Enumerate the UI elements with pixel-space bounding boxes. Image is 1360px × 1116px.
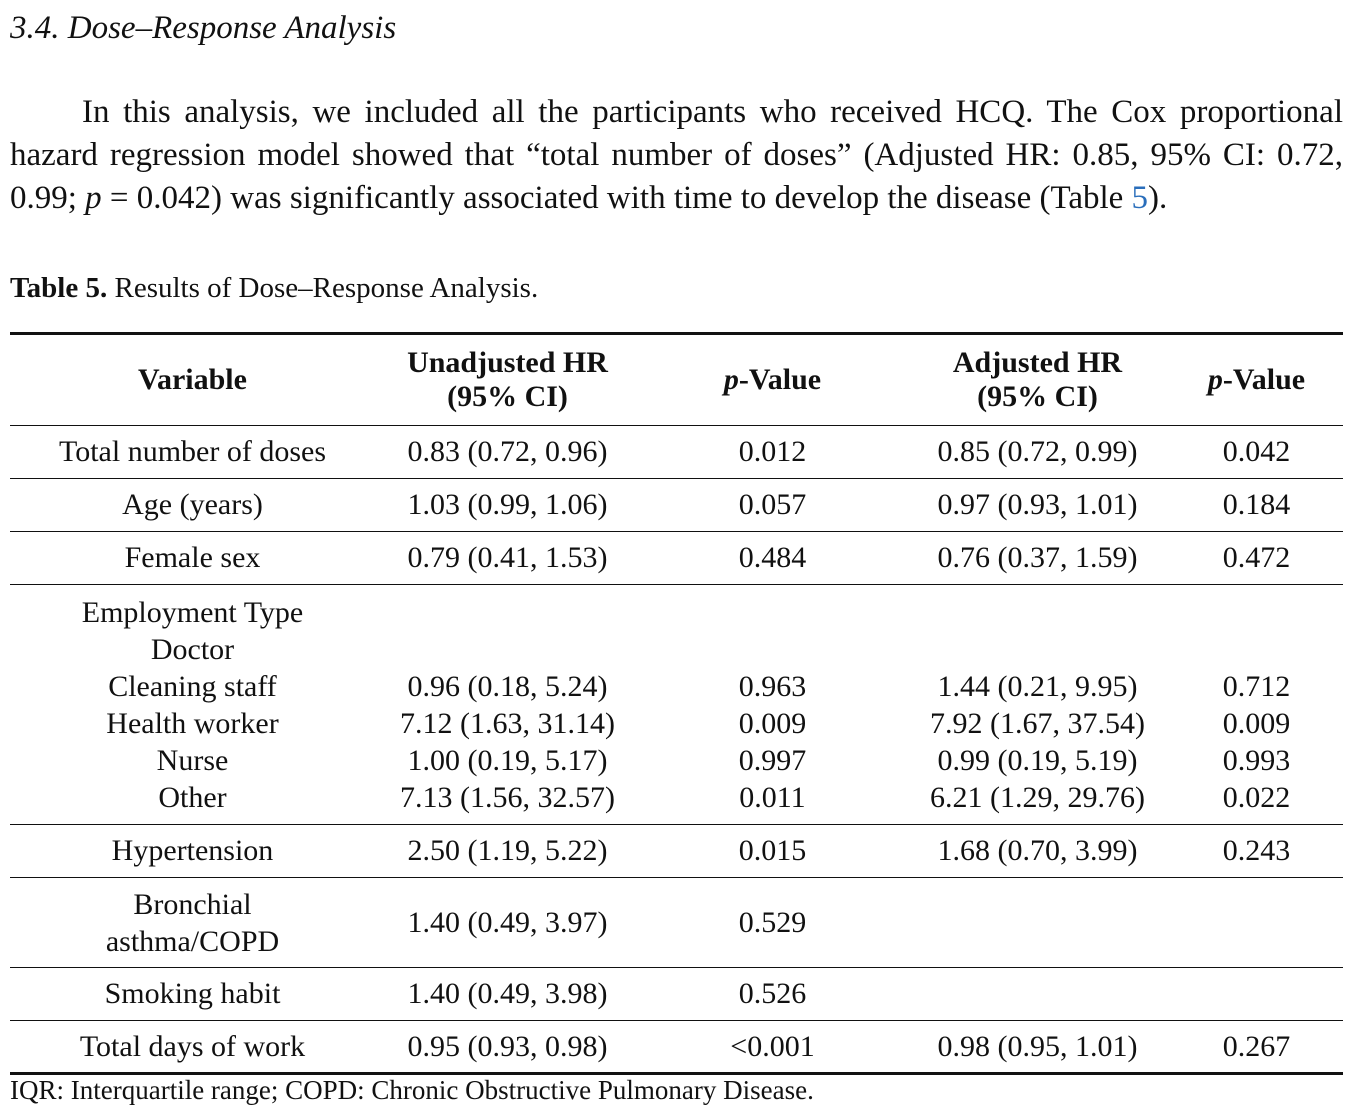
- table-reference-link[interactable]: 5: [1131, 180, 1149, 216]
- cell-adjusted-p: 0.243: [1222, 834, 1291, 867]
- header-adjusted-p: [1170, 334, 1343, 426]
- cell-adjusted-p: 0.184: [1222, 488, 1291, 521]
- table-row: [10, 479, 1343, 532]
- cell-adjusted-hr: 0.97 (0.93, 1.01): [937, 488, 1138, 521]
- table-row: [10, 825, 1343, 878]
- cell-unadjusted-hr: 7.13 (1.56, 32.57): [400, 780, 615, 814]
- cell-unadjusted-hr: 0.83 (0.72, 0.96): [407, 435, 608, 468]
- cell-variable: Other: [158, 780, 227, 814]
- cell-variable: Age (years): [122, 488, 263, 521]
- cell-adjusted-hr: 1.68 (0.70, 3.99): [937, 834, 1138, 867]
- cell-variable: Female sex: [124, 541, 261, 574]
- cell-variable-line2: asthma/COPD: [105, 924, 280, 958]
- cell-adjusted-p: 0.009: [1222, 706, 1291, 740]
- cell-variable: Health worker: [106, 706, 279, 740]
- table-footnote: IQR: Interquartile range; COPD: Chronic Obstructive Pulmonary Disease.: [10, 1075, 814, 1105]
- paragraph-text-a: In this analysis, we included all the participants who received HCQ. The Cox proportional hazard regression model showed that “total number of doses” (Adjusted HR: 0.85, 95% CI: 0.72, 0.99;: [10, 94, 1343, 216]
- table-body: [10, 426, 1343, 1074]
- table-row-employment: [10, 585, 1343, 825]
- cell-unadjusted-hr: 0.96 (0.18, 5.24): [407, 669, 608, 703]
- header-unadjusted-hr: [375, 334, 640, 426]
- header-adjusted-hr: [905, 334, 1170, 426]
- cell-adjusted-hr: 0.76 (0.37, 1.59): [937, 541, 1138, 574]
- cell-adjusted-p: 0.267: [1222, 1029, 1291, 1063]
- cell-variable: Employment Type: [81, 595, 304, 629]
- results-table: [10, 332, 1343, 1075]
- cell-adjusted-hr: 7.92 (1.67, 37.54): [930, 706, 1145, 740]
- cell-adjusted-p-stack: [1170, 585, 1343, 825]
- header-row: [10, 334, 1343, 426]
- cell-unadjusted-hr: 2.50 (1.19, 5.22): [407, 834, 608, 867]
- cell-unadjusted-stack: [375, 585, 640, 825]
- cell-unadjusted-p: 0.997: [738, 743, 807, 777]
- cell-adjusted-stack: [905, 585, 1170, 825]
- table-caption: [10, 268, 538, 308]
- cell-adjusted-p: 0.022: [1222, 780, 1291, 814]
- cell-variable: Cleaning staff: [108, 669, 277, 703]
- cell-unadjusted-hr: 1.03 (0.99, 1.06): [407, 488, 608, 521]
- cell-unadjusted-hr: 7.12 (1.63, 31.14): [400, 706, 615, 740]
- cell-unadjusted-p: 0.015: [738, 834, 807, 867]
- cell-adjusted-hr: [905, 968, 1170, 1021]
- cell-unadjusted-hr: 0.95 (0.93, 0.98): [407, 1029, 608, 1063]
- cell-adjusted-hr: [905, 878, 1170, 968]
- p-symbol: p: [85, 180, 102, 216]
- table-row: [10, 968, 1343, 1021]
- header-variable: Variable: [138, 363, 247, 396]
- table-caption-label: Table 5.: [10, 272, 108, 304]
- cell-unadjusted-p: 0.526: [738, 977, 807, 1010]
- cell-unadjusted-p: 0.009: [738, 706, 807, 740]
- table-header: [10, 334, 1343, 426]
- header-adjusted-line2: (95% CI): [977, 380, 1098, 413]
- body-paragraph: [10, 91, 1343, 220]
- section-heading: 3.4. Dose–Response Analysis: [10, 10, 397, 46]
- table-row: [10, 426, 1343, 479]
- cell-unadjusted-hr: 1.40 (0.49, 3.97): [407, 905, 608, 939]
- cell-variable: Doctor: [150, 632, 235, 666]
- cell-adjusted-p: [1170, 968, 1343, 1021]
- cell-adjusted-p: 0.712: [1222, 669, 1291, 703]
- header-unadjusted-line1: Unadjusted HR: [407, 346, 608, 379]
- paragraph-text-b: = 0.042) was significantly associated with time to develop the disease (Table: [101, 180, 1132, 216]
- header-p-italic: p: [1207, 363, 1223, 396]
- cell-variable: Nurse: [156, 743, 229, 777]
- cell-unadjusted-p: 0.011: [739, 780, 806, 814]
- cell-unadjusted-p: <0.001: [730, 1029, 815, 1063]
- header-unadjusted-line2: (95% CI): [447, 380, 568, 413]
- cell-adjusted-hr: 1.44 (0.21, 9.95): [937, 669, 1138, 703]
- table-row: [10, 1021, 1343, 1074]
- cell-unadjusted-hr: 1.40 (0.49, 3.98): [407, 977, 608, 1010]
- cell-adjusted-hr: 0.98 (0.95, 1.01): [937, 1029, 1138, 1063]
- cell-adjusted-p: 0.993: [1222, 743, 1291, 777]
- cell-unadjusted-p: 0.529: [738, 905, 807, 939]
- cell-variable-stack: [10, 585, 375, 825]
- header-p-rest: -Value: [738, 363, 822, 396]
- header-p-rest: -Value: [1222, 363, 1306, 396]
- cell-variable: Total days of work: [79, 1029, 306, 1063]
- table-row: [10, 532, 1343, 585]
- cell-variable: [10, 878, 375, 968]
- cell-adjusted-p: 0.042: [1222, 435, 1291, 468]
- cell-unadjusted-hr: 1.00 (0.19, 5.17): [407, 743, 608, 777]
- cell-variable: Total number of doses: [58, 435, 326, 468]
- cell-adjusted-p: 0.472: [1222, 541, 1291, 574]
- paragraph-text-end: ).: [1148, 180, 1168, 216]
- header-p-italic: p: [723, 363, 739, 396]
- cell-unadjusted-hr: 0.79 (0.41, 1.53): [407, 541, 608, 574]
- cell-variable-line1: Bronchial: [133, 887, 252, 921]
- cell-adjusted-hr: 0.85 (0.72, 0.99): [937, 435, 1138, 468]
- header-adjusted-line1: Adjusted HR: [952, 346, 1123, 379]
- table-caption-text: Results of Dose–Response Analysis.: [107, 272, 539, 304]
- cell-adjusted-hr: 6.21 (1.29, 29.76): [930, 780, 1145, 814]
- cell-unadjusted-p: 0.012: [738, 435, 807, 468]
- cell-unadjusted-p: 0.963: [738, 669, 807, 703]
- cell-variable: Hypertension: [111, 834, 274, 867]
- cell-adjusted-hr: 0.99 (0.19, 5.19): [937, 743, 1138, 777]
- cell-unadjusted-p-stack: [640, 585, 905, 825]
- cell-variable: Smoking habit: [104, 977, 281, 1010]
- cell-unadjusted-p: 0.057: [738, 488, 807, 521]
- header-unadjusted-p: [640, 334, 905, 426]
- table-row: [10, 878, 1343, 968]
- cell-adjusted-p: [1170, 878, 1343, 968]
- cell-unadjusted-p: 0.484: [738, 541, 807, 574]
